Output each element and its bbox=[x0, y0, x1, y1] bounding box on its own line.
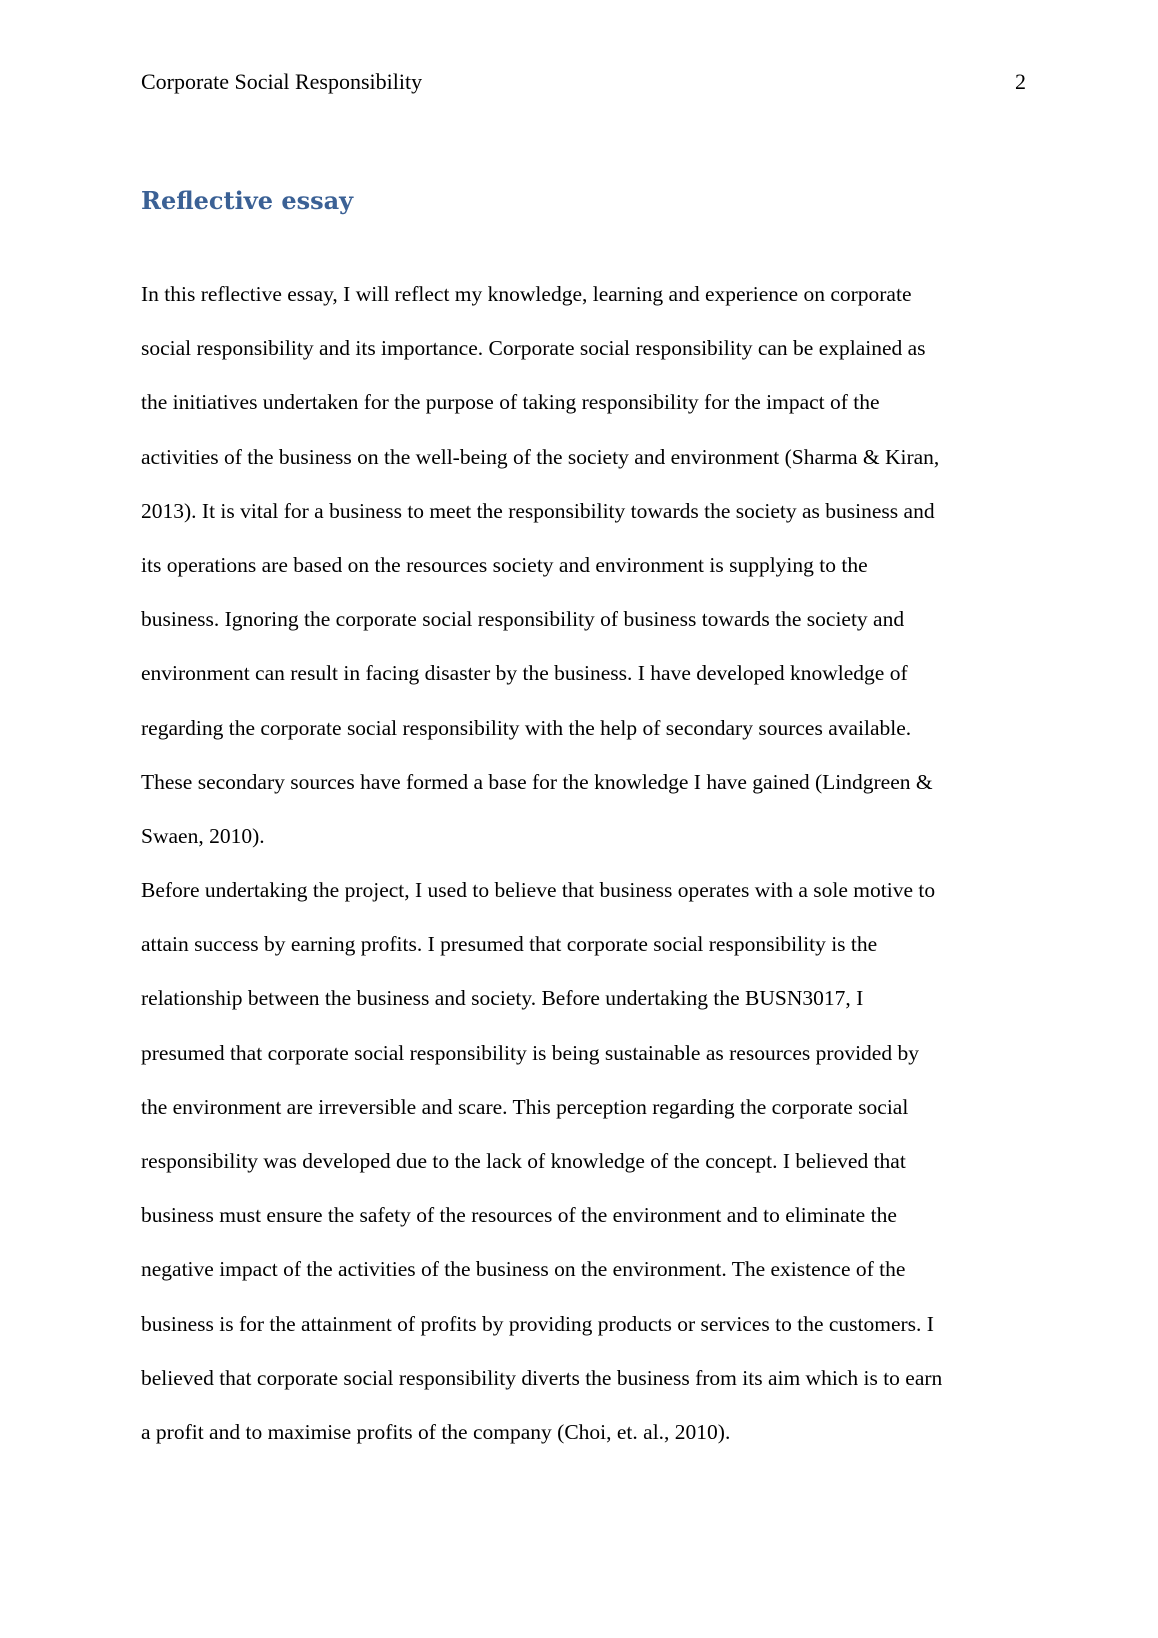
text-line: These secondary sources have formed a base for the knowledge I have gained (Lindgreen & bbox=[141, 769, 933, 794]
text-line: business must ensure the safety of the resources of the environment and to eliminate the bbox=[141, 1203, 897, 1228]
text-line: the environment are irreversible and scare. This perception regarding the corporate social bbox=[141, 1094, 909, 1119]
text-line: believed that corporate social responsibility diverts the business from its aim which is to earn bbox=[141, 1365, 943, 1390]
text-line: its operations are based on the resources society and environment is supplying to the bbox=[141, 552, 868, 577]
text-line: regarding the corporate social responsibility with the help of secondary sources available. bbox=[141, 715, 912, 740]
text-line: relationship between the business and society. Before undertaking the BUSN3017, I bbox=[141, 986, 864, 1011]
paragraph-1 bbox=[141, 267, 1026, 863]
text-line: presumed that corporate social responsibility is being sustainable as resources provided by bbox=[141, 1040, 919, 1065]
text-line: Before undertaking the project, I used to believe that business operates with a sole motive to bbox=[141, 878, 936, 903]
page-number: 2 bbox=[1015, 69, 1026, 94]
essay-body bbox=[141, 267, 1026, 1459]
text-line: business is for the attainment of profits by providing products or services to the customers. I bbox=[141, 1311, 934, 1336]
text-line: In this reflective essay, I will reflect my knowledge, learning and experience on corporate bbox=[141, 282, 912, 306]
paragraph-2 bbox=[141, 863, 1026, 1459]
running-title: Corporate Social Responsibility bbox=[141, 69, 423, 94]
text-line: Swaen, 2010). bbox=[141, 823, 265, 848]
text-line: a profit and to maximise profits of the company (Choi, et. al., 2010). bbox=[141, 1419, 731, 1444]
section-heading: Reflective essay bbox=[141, 186, 354, 215]
text-line: social responsibility and its importance. Corporate social responsibility can be explained as bbox=[141, 336, 926, 361]
text-line: negative impact of the activities of the business on the environment. The existence of the bbox=[141, 1257, 906, 1282]
text-line: responsibility was developed due to the lack of knowledge of the concept. I believed that bbox=[141, 1149, 906, 1173]
page-header bbox=[141, 66, 1026, 98]
text-line: environment can result in facing disaster by the business. I have developed knowledge of bbox=[141, 661, 908, 686]
text-line: attain success by earning profits. I presumed that corporate social responsibility is the bbox=[141, 932, 878, 957]
text-line: 2013). It is vital for a business to meet the responsibility towards the society as business and bbox=[141, 498, 935, 523]
text-line: activities of the business on the well-being of the society and environment (Sharma & Kiran, bbox=[141, 444, 940, 469]
text-line: the initiatives undertaken for the purpose of taking responsibility for the impact of the bbox=[141, 390, 880, 415]
text-line: business. Ignoring the corporate social responsibility of business towards the society and bbox=[141, 607, 905, 632]
